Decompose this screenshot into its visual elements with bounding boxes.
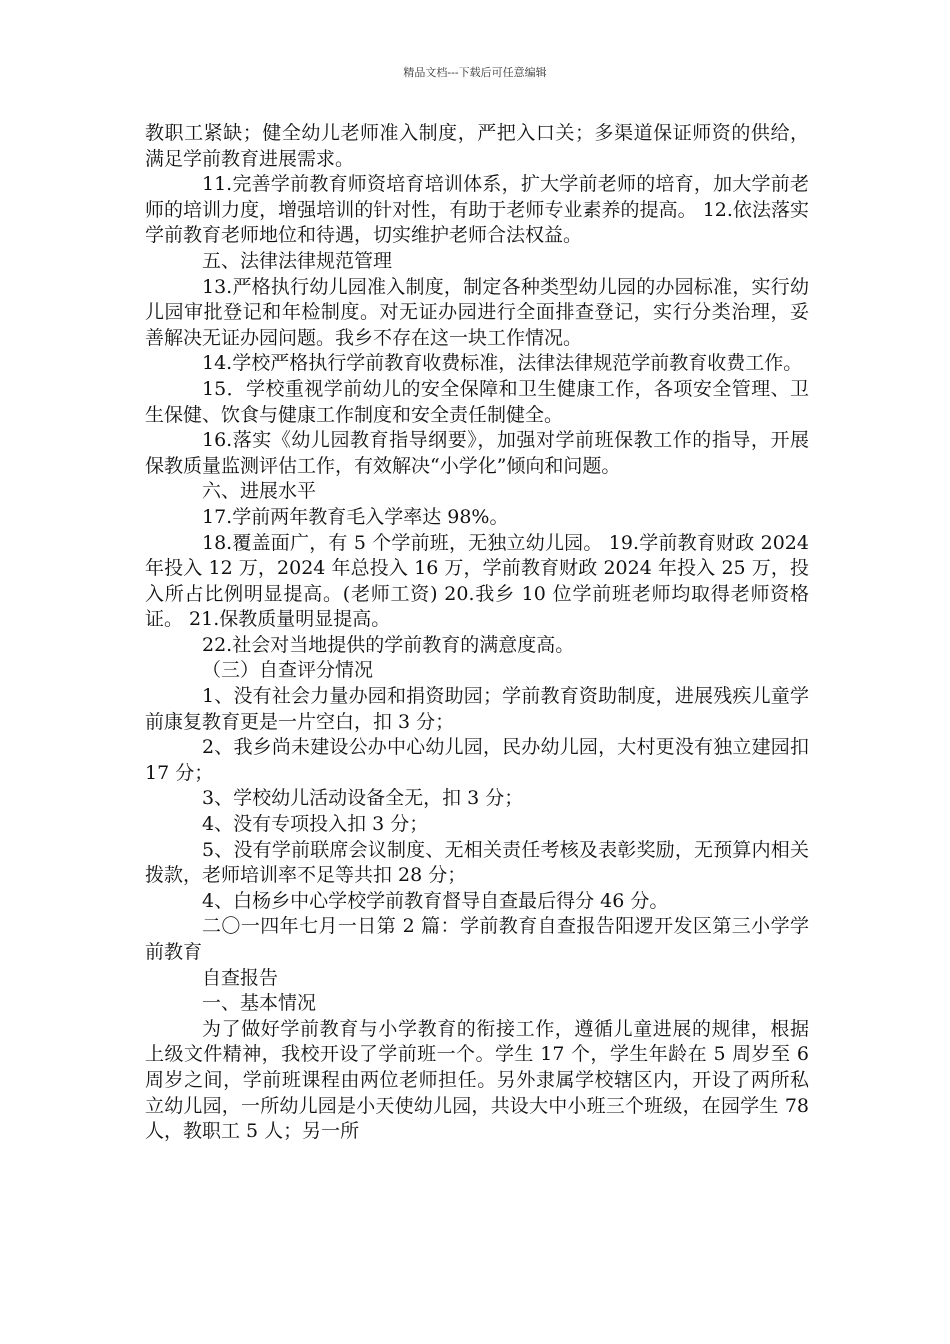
section-heading-self-check: （三）自查评分情况 (202, 659, 374, 682)
paragraph-22: 22.社会对当地提供的学前教育的满意度高。 (202, 633, 575, 656)
paragraph-17: 17.学前两年教育毛入学率达 98%。 (202, 505, 509, 528)
section-heading-6: 六、进展水平 (202, 480, 317, 503)
paragraph-14: 14.学校严格执行学前教育收费标准，法律法律规范学前教育收费工作。 (202, 352, 803, 375)
score-item-1: 1、没有社会力量办园和捐资助园；学前教育资助制度，进展残疾儿童学前康复教育更是一片空白，扣 3 分； (145, 685, 809, 733)
report-subtitle: 自查报告 (202, 966, 279, 989)
score-item-final: 4、白杨乡中心学校学前教育督导自查最后得分 46 分。 (202, 889, 669, 912)
paragraph-1: 教职工紧缺；健全幼儿老师准入制度，严把入口关；多渠道保证师资的供给，满足学前教育进展需求。 (145, 122, 809, 170)
paragraph-18: 18.覆盖面广，有 5 个学前班，无独立幼儿园。 19.学前教育财政 2024 年投入 12 万，2024 年总投入 16 万，学前教育财政 2024 年投入 25 万，投入所占比例明显提高。(老师工资) 20.我乡 10 位学前班老师均取得老师资格证。 21.保教质量明显提高。 (145, 531, 809, 631)
paragraph-basic-info: 为了做好学前教育与小学教育的衔接工作，遵循儿童进展的规律，根据上级文件精神，我校开设了学前班一个。学生 17 个，学生年龄在 5 周岁至 6 周岁之间，学前班课程由两位老师担任。另外隶属学校辖区内，开设了两所私立幼儿园，一所幼儿园是小天使幼儿园，共设大中小班三个班级，在园学生 78 人，教职工 5 人；另一所 (145, 1017, 809, 1143)
paragraph-16: 16.落实《幼儿园教育指导纲要》，加强对学前班保教工作的指导，开展保教质量监测评估工作，有效解决“小学化”倾向和问题。 (145, 429, 809, 477)
section-heading-basic: 一、基本情况 (202, 992, 317, 1015)
paragraph-13: 13.严格执行幼儿园准入制度，制定各种类型幼儿园的办园标准，实行幼儿园审批登记和年检制度。对无证办园进行全面排查登记，实行分类治理，妥善解决无证办园问题。我乡不存在这一块工作情况。 (145, 275, 809, 349)
paragraph-15: 15．学校重视学前幼儿的安全保障和卫生健康工作，各项安全管理、卫生保健、饮食与健康工作制度和安全责任制健全。 (145, 377, 809, 426)
score-item-3: 3、学校幼儿活动设备全无，扣 3 分； (202, 787, 524, 810)
paragraph-2: 11.完善学前教育师资培育培训体系，扩大学前老师的培育，加大学前老师的培训力度，增强培训的针对性，有助于老师专业素养的提高。 12.依法落实学前教育老师地位和待遇，切实维护老师合法权益。 (145, 173, 809, 247)
section-heading-5: 五、法律法律规范管理 (202, 249, 393, 272)
date-and-title-line: 二〇一四年七月一日第 2 篇：学前教育自查报告阳逻开发区第三小学学前教育 (145, 915, 809, 963)
score-item-4: 4、没有专项投入扣 3 分； (202, 813, 429, 836)
score-item-5: 5、没有学前联席会议制度、无相关责任考核及表彰奖励，无预算内相关拨款，老师培训率不足等共扣 28 分； (145, 838, 809, 887)
document-body (145, 121, 809, 1145)
score-item-2: 2、我乡尚未建设公办中心幼儿园，民办幼儿园，大村更没有独立建园扣 17 分； (145, 736, 809, 784)
page-header: 精品文档---下载后可任意编辑 (403, 66, 547, 79)
